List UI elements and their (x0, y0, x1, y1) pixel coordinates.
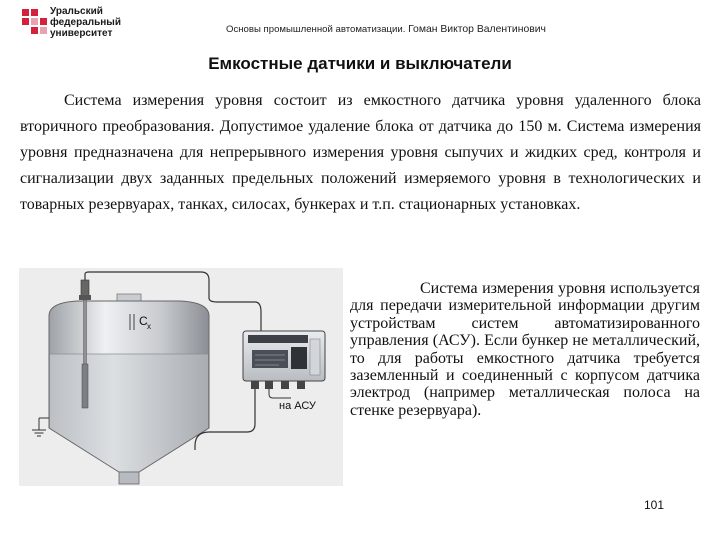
slide-header (226, 24, 546, 35)
page-number: 101 (644, 498, 665, 512)
capacitance-subscript: x (147, 322, 151, 331)
level-sensor-diagram (19, 268, 343, 486)
university-name (50, 6, 121, 39)
author-name: Гоман Виктор Валентинович (408, 24, 546, 35)
university-name-line-2: федеральный (50, 17, 121, 28)
output-label: на АСУ (279, 400, 316, 412)
intro-paragraph: Система измерения уровня состоит из емкостного датчика уровня удаленного блока вторичного преобразования. Допустимое удаление блока от датчика до 150 м. Система измерения уровня предназначена для непрерывного измерения уровня сыпучих и жидких сред, контроля и сигнализации двух заданных предельных положений измеряемого уровня в технологических и товарных резервуарах, танках, силосах, бункерах и т.п. стационарных установках. (20, 92, 701, 213)
course-name: Основы промышленной автоматизации. (226, 24, 406, 35)
system-description-paragraph: Система измерения уровня используется для передачи измерительной информации другим устройствам систем автоматизированного управления (АСУ). Если бункер не металлический, то для работы емкостного датчика требуется заземленный и соединенный с корпусом датчика электрод (например металлическая полоса на стенке резервуара). (350, 280, 700, 419)
secondary-converter-unit (243, 331, 325, 389)
logo-mark (22, 9, 47, 34)
university-name-line-1: Уральский (50, 6, 103, 17)
university-name-line-3: университет (50, 28, 113, 39)
slide-title: Емкостные датчики и выключатели (208, 54, 512, 73)
capacitance-symbol: C (139, 314, 148, 328)
